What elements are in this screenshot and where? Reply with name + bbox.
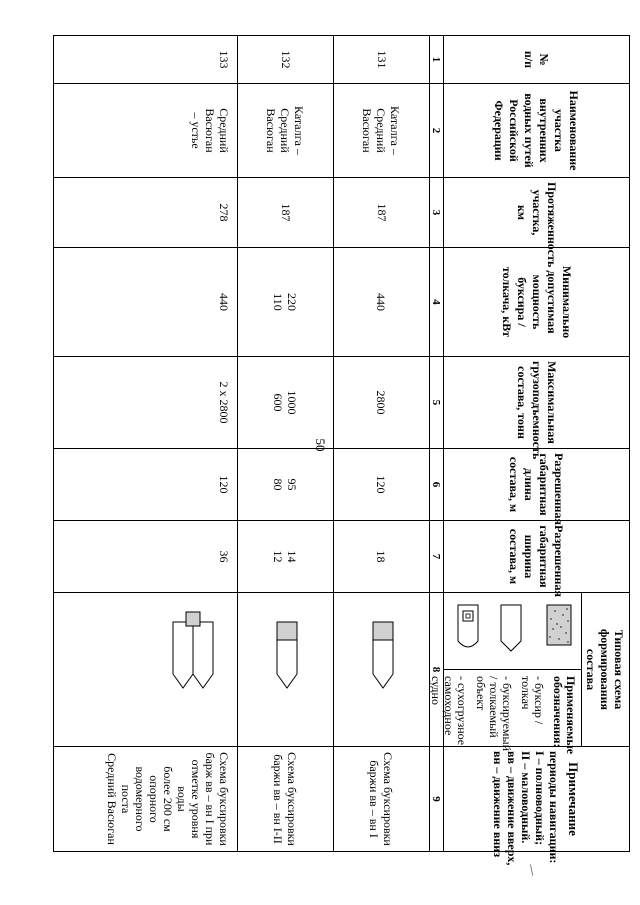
section-length: 278 (54, 178, 238, 248)
page-number: 50 (313, 438, 328, 452)
note: Схема буксировки барж вв – вн I при отметке уровня воды более 200 см опорного водомерного поста Средний Васюган (54, 747, 238, 852)
table-header-row (444, 36, 630, 852)
header-col-2: Наименование участка внутренних водных путей Российской Федерации (444, 84, 630, 178)
note: Схема буксировки баржи вв – вн I-II (238, 747, 334, 852)
section-length: 187 (238, 178, 334, 248)
convoy-width: 18 (334, 521, 430, 593)
column-number: 9 (430, 747, 444, 852)
scheme-double-barge (151, 610, 231, 730)
max-capacity: 2 х 2800 (54, 357, 238, 449)
convoy-width: 14 12 (238, 521, 334, 593)
header-col-7: Разрешенная габаритная ширина состава, м (444, 521, 630, 593)
header-col-5: Максимальная грузоподъемность состава, тонн (444, 357, 630, 449)
row-number: 131 (334, 36, 430, 84)
tug-power: 440 (54, 248, 238, 357)
scheme-single-barge (253, 610, 323, 730)
formation-scheme (238, 593, 334, 747)
header-col-1: № п/п (444, 36, 630, 84)
table-row (238, 36, 334, 852)
tug-power: 220 110 (238, 248, 334, 357)
section-name: Каталга – Средний Васюган (334, 84, 430, 178)
section-name: Средний Васюган – устье (54, 84, 238, 178)
scheme-single-barge (349, 610, 419, 730)
rotated-page-content (65, 35, 630, 866)
column-number: 2 (430, 84, 444, 178)
convoy-length: 120 (334, 449, 430, 521)
waterways-table (53, 35, 630, 866)
legend-item-tug: - буксир / толкач (519, 676, 546, 725)
legend-heading: Применяемые обозначения: (551, 676, 578, 755)
column-number: 7 (430, 521, 444, 593)
column-number: 4 (430, 248, 444, 357)
legend (429, 593, 582, 755)
row-number: 132 (238, 36, 334, 84)
legend-icons (444, 593, 581, 670)
tug-power: 440 (334, 248, 430, 357)
row-number: 133 (54, 36, 238, 84)
barge-legend-icon (501, 605, 521, 651)
column-number: 6 (430, 449, 444, 521)
formation-scheme (334, 593, 430, 747)
table-row (334, 36, 430, 852)
max-capacity: 1000 600 (238, 357, 334, 449)
header-col-6: Разрешенная габаритная длина состава, м (444, 449, 630, 521)
legend-item-cargo-ship: - сухогрузное самоходное судно (429, 676, 469, 746)
header-col-8: Типовая схема формирования состава Применяемые обозначения: - буксир / толкач - буксируемый / толкаемый объект - сухогрузное самоходное судно (444, 593, 630, 747)
header-col-4: Минимально допустимая мощность буксира / толкача, кВт (444, 248, 630, 357)
note: Схема буксировки баржи вв – вн I (334, 747, 430, 852)
convoy-length: 95 80 (238, 449, 334, 521)
column-number: 8 (430, 593, 444, 747)
convoy-length: 120 (54, 449, 238, 521)
legend-item-barge: - буксируемый / толкаемый объект (474, 676, 514, 752)
header-col-9: Примечание периоды навигации: I – полноводный; II – маловодный. вв – движение вверх, вн – движение вниз (444, 747, 630, 852)
header-col-3: Протяженность участка, км (444, 178, 630, 248)
column-number: 5 (430, 357, 444, 449)
section-name: Каталга – Средний Васюган (238, 84, 334, 178)
max-capacity: 2800 (334, 357, 430, 449)
scan-mark: / (525, 862, 539, 880)
column-number: 1 (430, 36, 444, 84)
section-length: 187 (334, 178, 430, 248)
formation-scheme (54, 593, 238, 747)
table-row (54, 36, 238, 852)
column-number: 3 (430, 178, 444, 248)
convoy-width: 36 (54, 521, 238, 593)
